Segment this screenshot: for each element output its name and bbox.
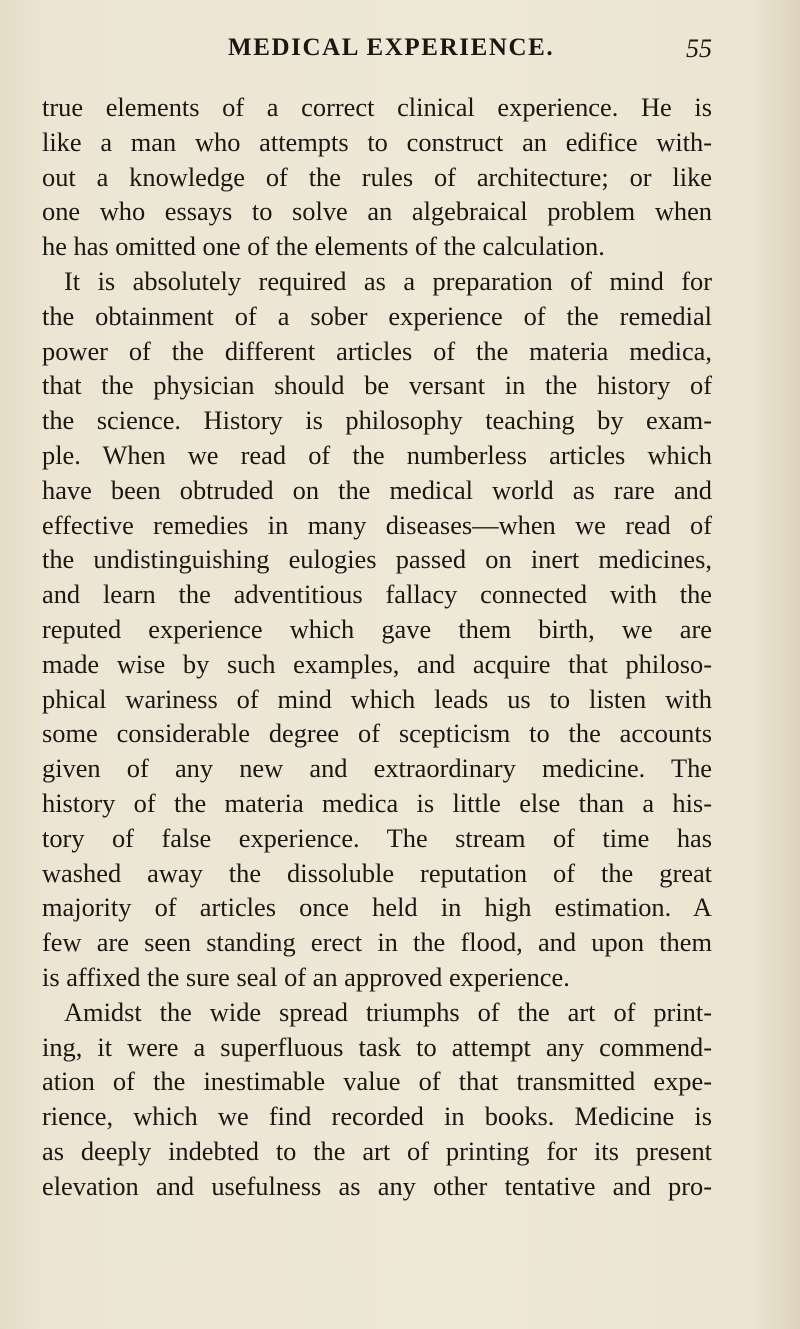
text-line: some considerable degree of scepticism to the accounts [42, 718, 712, 749]
text-line: majority of articles once held in high estimation. A [42, 892, 712, 923]
text-line: power of the different articles of the materia medica, [42, 335, 712, 366]
text-line: like a man who attempts to construct an edifice with- [42, 126, 712, 157]
text-line: few are seen standing erect in the flood, and upon them [42, 927, 712, 958]
body-text [42, 90, 712, 1204]
text-line: washed away the dissoluble reputation of the great [42, 857, 712, 888]
text-line: one who essays to solve an algebraical problem when [42, 196, 712, 227]
text-line: Amidst the wide spread triumphs of the art of print- [64, 996, 712, 1027]
text-line: the obtainment of a sober experience of the remedial [42, 300, 712, 331]
text-line: elevation and usefulness as any other tentative and pro- [42, 1170, 712, 1201]
text-line: phical wariness of mind which leads us to listen with [42, 683, 712, 714]
text-line: as deeply indebted to the art of printing for its present [42, 1135, 712, 1166]
text-line: have been obtruded on the medical world as rare and [42, 474, 712, 505]
text-line: ation of the inestimable value of that transmitted expe- [42, 1066, 712, 1097]
text-line: made wise by such examples, and acquire that philoso- [42, 648, 712, 679]
text-line: the undistinguishing eulogies passed on inert medicines, [42, 544, 712, 575]
text-line: history of the materia medica is little else than a his- [42, 787, 712, 818]
text-line: ing, it were a superfluous task to attempt any commend- [42, 1031, 712, 1062]
page-number: 55 [686, 34, 712, 63]
page-header [228, 34, 712, 70]
text-line: true elements of a correct clinical experience. He is [42, 92, 712, 122]
text-line: rience, which we find recorded in books. Medicine is [42, 1101, 712, 1132]
text-line: that the physician should be versant in the history of [42, 370, 712, 401]
text-line: effective remedies in many diseases—when we read of [42, 509, 712, 540]
text-line: he has omitted one of the elements of the calculation. [42, 231, 605, 262]
text-line: the science. History is philosophy teaching by exam- [42, 405, 712, 436]
text-line: and learn the adventitious fallacy connected with the [42, 579, 712, 610]
text-line: is affixed the sure seal of an approved experience. [42, 961, 570, 992]
text-line: given of any new and extraordinary medicine. The [42, 753, 712, 784]
text-line: out a knowledge of the rules of architecture; or like [42, 161, 712, 192]
text-line: reputed experience which gave them birth, we are [42, 613, 712, 644]
text-line: tory of false experience. The stream of time has [42, 822, 712, 853]
running-head: MEDICAL EXPERIENCE. [228, 34, 555, 61]
text-line: ple. When we read of the numberless articles which [42, 439, 712, 470]
text-line: It is absolutely required as a preparation of mind for [64, 265, 712, 296]
